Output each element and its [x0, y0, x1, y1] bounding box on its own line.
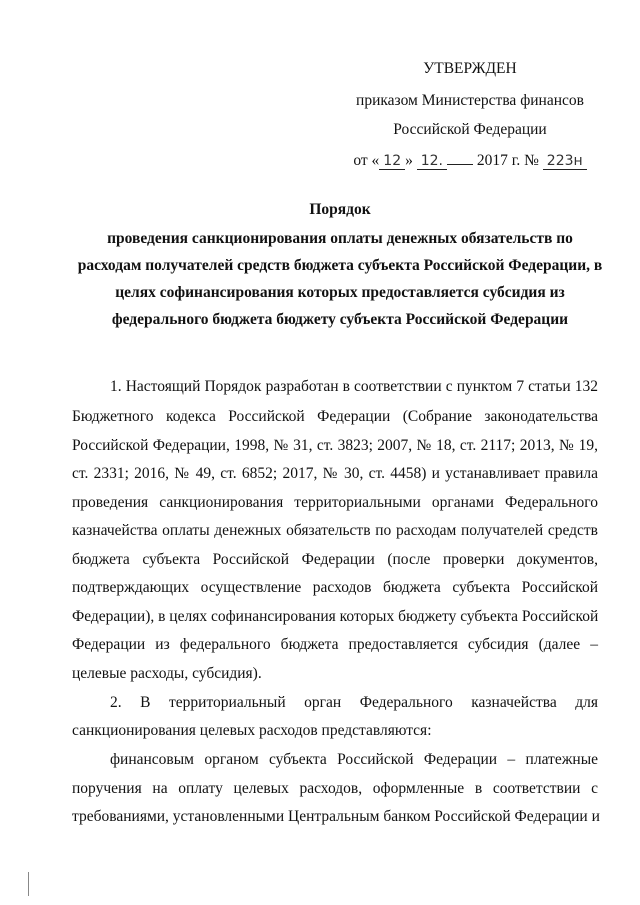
paragraph-line: казначейства оплаты денежных обязательств по расходам получателей средств: [72, 522, 598, 539]
paragraph-line: подтверждающих осуществление расходов бюджета субъекта Российской: [72, 579, 598, 596]
paragraph-line: целевые расходы, субсидия).: [72, 665, 262, 682]
heading-line: федерального бюджета бюджету субъекта Российской Федерации: [111, 311, 569, 328]
heading-title: Порядок: [309, 201, 371, 218]
paragraph-line: проведения санкционирования территориальными органами Федерального: [72, 494, 598, 511]
date-blank-underline: [447, 150, 473, 165]
date-year: 2017 г. №: [476, 152, 539, 169]
paragraph-line: Федерации из федерального бюджета предоставляется субсидия (далее –: [72, 636, 598, 653]
handwritten-month: 12.: [417, 154, 447, 170]
date-prefix: от «: [353, 152, 380, 169]
paragraph-line: 2. В территориальный орган Федерального казначейства для: [110, 694, 598, 711]
paragraph-line: финансовым органом субъекта Российской Федерации – платежные: [110, 751, 598, 768]
paragraph-line: поручения на оплату целевых расходов, оформленные в соответствии с: [72, 780, 598, 797]
paragraph-line: бюджета субъекта Российской Федерации (после проверки документов,: [72, 551, 598, 568]
paragraph-line: ст. 2331; 2016, № 49, ст. 6852; 2017, № 30, ст. 4458) и устанавливает правила: [72, 465, 598, 482]
paragraph-line: санкционирования целевых расходов представляются:: [72, 722, 432, 739]
scan-margin-mark: [28, 872, 29, 896]
heading-line: проведения санкционирования оплаты денежных обязательств по: [107, 230, 573, 247]
approval-title: УТВЕРЖДЕН: [423, 60, 517, 77]
approval-date-line: [330, 150, 610, 170]
paragraph-line: Бюджетного кодекса Российской Федерации (Собрание законодательства: [72, 408, 598, 425]
paragraph-line: 1. Настоящий Порядок разработан в соответствии с пунктом 7 статьи 132: [110, 378, 598, 395]
approval-country-line: Российской Федерации: [393, 121, 547, 138]
heading-line: целях софинансирования которых предоставляется субсидия из: [115, 284, 565, 301]
heading-line: расходам получателей средств бюджета субъекта Российской Федерации, в: [77, 257, 603, 274]
handwritten-order-number: 223н: [543, 154, 587, 170]
approval-ministry-line: приказом Министерства финансов: [356, 92, 584, 109]
paragraph-line: Российской Федерации, 1998, № 31, ст. 3823; 2007, № 18, ст. 2117; 2013, № 19,: [72, 437, 598, 454]
handwritten-day: 12: [379, 154, 405, 170]
date-separator: »: [405, 152, 413, 169]
paragraph-line: требованиями, установленными Центральным банком Российской Федерации и: [72, 808, 600, 825]
paragraph-line: Федерации), в целях софинансирования которых бюджету субъекта Российской: [72, 608, 599, 625]
